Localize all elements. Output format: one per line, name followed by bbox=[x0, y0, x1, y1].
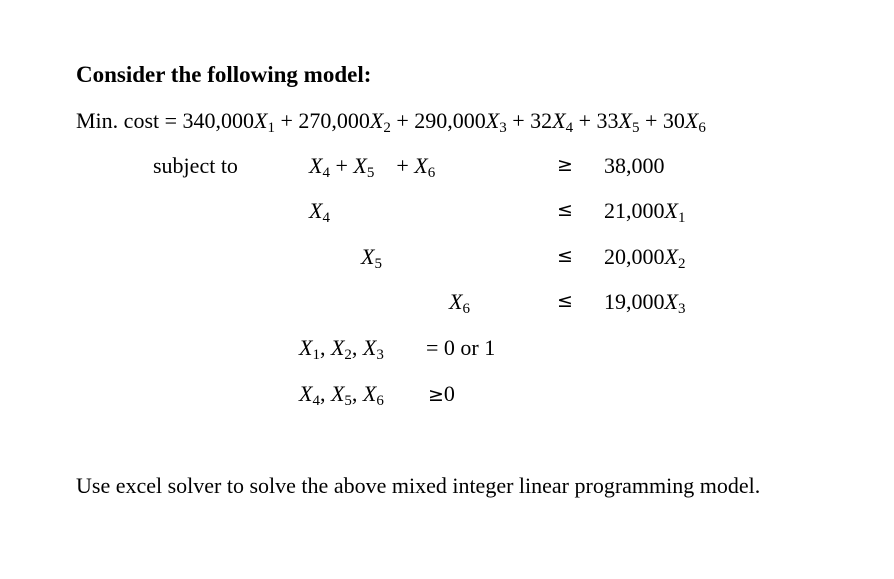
constraint-1-relation: ≥ bbox=[557, 154, 573, 176]
constraint-3-relation: ≤ bbox=[557, 245, 573, 267]
objective-expression: $340,000X_1 + 270,000X_2 + 290,000X_3 + 32X_4 + 33X_5 + 30X_6$ bbox=[182, 108, 706, 136]
nonneg-constraint-vars: $X_4$, $X_5$, $X_6$ bbox=[299, 381, 384, 409]
constraint-4-rhs: $19,000X_3$ bbox=[604, 289, 686, 317]
instruction-text: Use excel solver to solve the above mixed integer linear programming model. bbox=[76, 473, 761, 498]
objective-term: $33X_5$ bbox=[596, 108, 640, 136]
constraint-2-lhs: $X_4$ bbox=[309, 198, 330, 226]
constraint-3-rhs: $20,000X_2$ bbox=[604, 244, 686, 272]
objective-term: $270,000X_2$ bbox=[298, 108, 391, 136]
page-heading: Consider the following model: bbox=[76, 62, 372, 87]
nonneg-relation: ≥ bbox=[428, 384, 444, 406]
constraint-4-relation: ≤ bbox=[557, 290, 573, 312]
constraint-1-lhs: $X_4 + X_5$ + $X_6$ bbox=[309, 153, 436, 181]
constraint-3-lhs: $X_5$ bbox=[361, 244, 382, 272]
objective-term: $340,000X_1$ bbox=[182, 108, 275, 136]
objective-term: $290,000X_3$ bbox=[414, 108, 507, 136]
binary-constraint-condition: = 0 or 1 bbox=[426, 335, 496, 360]
objective-term: $30X_6$ bbox=[662, 108, 706, 136]
objective-label: Min. cost = bbox=[76, 108, 178, 133]
constraint-2-relation: ≤ bbox=[557, 199, 573, 221]
objective-term: $32X_4$ bbox=[530, 108, 574, 136]
objective-function bbox=[76, 108, 706, 136]
constraint-2-rhs: $21,000X_1$ bbox=[604, 198, 686, 226]
binary-constraint-vars: $X_1$, $X_2$, $X_3$ bbox=[299, 335, 384, 363]
constraint-1-rhs: 38,000 bbox=[604, 153, 665, 178]
constraint-4-lhs: $X_6$ bbox=[449, 289, 470, 317]
nonneg-constraint-condition: ≥0 bbox=[428, 381, 455, 406]
subject-to-label: subject to bbox=[153, 153, 238, 178]
